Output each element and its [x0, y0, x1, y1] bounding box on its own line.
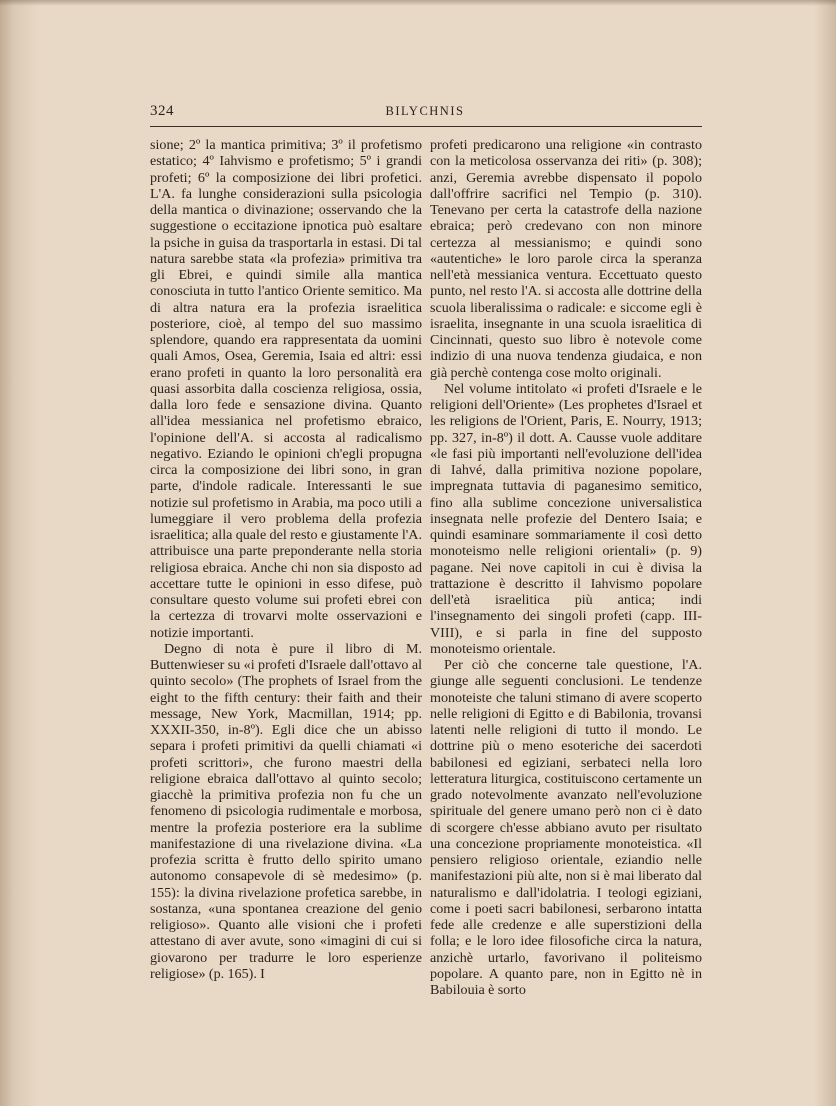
right-column	[430, 137, 702, 998]
paragraph: Nel volume intitolato «i profeti d'Israele e le religioni dell'Oriente» (Les prophetes d'Israel et les religions de l'Orient, Paris, E. Nourry, 1913; pp. 327, in-8º) il dott. A. Causse vuole additare «le fasi più importanti nell'evoluzione dell'idea di Iahvé, dalla primitiva nozione popolare, impregnata tuttavia di paganesimo semitico, fino alla sublime concezione universalistica insegnata nelle profezie del Dentero Isaia; e quindi esaminare sommariamente il così detto monoteismo nelle religioni orientali» (p. 9) pagane. Nei nove capitoli in cui è divisa la trattazione è descritto il Iahvismo popolare dell'età israelitica più antica; indi l'insegnamento dei singoli profeti (capp. III-VIII), e si parla in fine del supposto monoteismo orientale.	[430, 380, 702, 657]
paragraph: sione; 2º la mantica primitiva; 3º il profetismo estatico; 4º Iahvismo e profetismo; 5º i grandi profeti; 6º la composizione dei libri profetici. L'A. fa lunghe considerazioni sulla psicologia della mantica o divinazione; osservando che la suggestione o eccitazione ipnotica può esaltare la psiche in guisa da trasportarla in estasi. Di tal natura sarebbe stata «la profezia» primitiva tra gli Ebrei, e quindi simile alla mantica conosciuta in tutto l'antico Oriente semitico. Ma di altra natura era la profezia israelitica posteriore, cioè, al tempo del suo massimo splendore, quando era rappresentata da uomini quali Amos, Osea, Geremia, Isaia ed altri: essi erano profeti in quanto la loro personalità era quasi assorbita dalla coscienza religiosa, ossia, dalla loro fede e sensazione divina. Quanto all'idea messianica nel profetismo ebraico, l'opinione dell'A. si accosta al radicalismo negativo. Eziando le opinioni ch'egli propugna circa la composizione dei libri sono, in gran parte, d'indole radicale. Interessanti le sue notizie sul profetismo in Arabia, ma poco utili a lumeggiare il vero problema della profezia israelitica; alla quale del resto e giustamente l'A. attribuisce una parte preponderante nella storia religiosa ebraica. Anche chi non sia disposto ad accettare tutte le opinioni in esso difese, può consultare questo volume sui profeti ebrei con la certezza di trovarvi molte osservazioni e notizie importanti.	[150, 137, 422, 641]
header-rule	[150, 126, 702, 127]
journal-title: BILYCHNIS	[385, 104, 465, 118]
left-column	[150, 137, 422, 982]
page-top-edge	[0, 0, 836, 6]
page-number: 324	[150, 103, 174, 119]
paragraph: Degno di nota è pure il libro di M. Buttenwieser su «i profeti d'Israele dall'ottavo al quinto secolo» (The prophets of Israel from the eight to the fifth century: their faith and their message, New York, Macmillan, 1914; pp. XXXII-350, in-8º). Egli dice che un abisso separa i profeti primitivi da quelli chiamati «i profeti scrittori», che furono maestri della religione ebraica dall'ottavo al quinto secolo; giacchè la primitiva profezia non fu che un fenomeno di psicologia rudimentale e morbosa, mentre la profezia posteriore era la sublime manifestazione di una rivelazione divina. «La profezia scritta è frutto dello spirito umano autonomo consapevole di sè medesimo» (p. 155): la divina rivelazione profetica sarebbe, in sostanza, «una spontanea creazione del genio religioso». Quanto alle visioni che i profeti attestano di aver avute, sono «imagini di cui si giovarono per tradurre le loro esperienze religiose» (p. 165). I	[150, 640, 422, 982]
paragraph: profeti predicarono una religione «in contrasto con la meticolosa osservanza dei riti» (p. 308); anzi, Geremia avrebbe dispensato il popolo dall'offrire sacrifici nel Tempio (p. 310). Tenevano per certa la catastrofe della nazione ebraica; però credevano con non minore certezza al messianismo; e quindi sono «autentiche» le loro parole circa la speranza nell'età messianica ventura. Eccettuato questo punto, nel resto l'A. si accosta alle dottrine della scuola liberalissima o radicale: e siccome egli è israelita, insegnante in una scuola israelitica di Cincinnati, questo suo libro è notevole come indizio di una nuova tendenza giudaica, e non già perchè contenga cose molto originali.	[430, 137, 702, 381]
running-head	[150, 103, 700, 125]
paragraph: Per ciò che concerne tale questione, l'A. giunge alle seguenti conclusioni. Le tendenze monoteiste che taluni stimano di avere scoperto nelle religioni di Egitto e di Babilonia, trovansi latenti nelle religioni di tutto il mondo. Le dottrine più o meno esoteriche dei sacerdoti babilonesi ed egiziani, serbateci nella loro letteratura liturgica, costituiscono certamente un grado notevolmente avanzato nell'evoluzione spirituale del genere umano però non ci è dato di scorgere ch'esse abbiano avuto per risultato una concezione propriamente monoteistica. «Il pensiero religioso orientale, eziandio nelle manifestazioni più alte, non si è mai liberato dal naturalismo e dall'idolatria. I teologi egiziani, come i poeti sacri babilonesi, serbarono intatta fede alle credenze e alle superstizioni della folla; e le loro idee filosofiche circa la natura, anzichè urtarlo, favorivano il politeismo popolare. A quanto pare, non in Egitto nè in Babilouia è sorto	[430, 657, 702, 998]
